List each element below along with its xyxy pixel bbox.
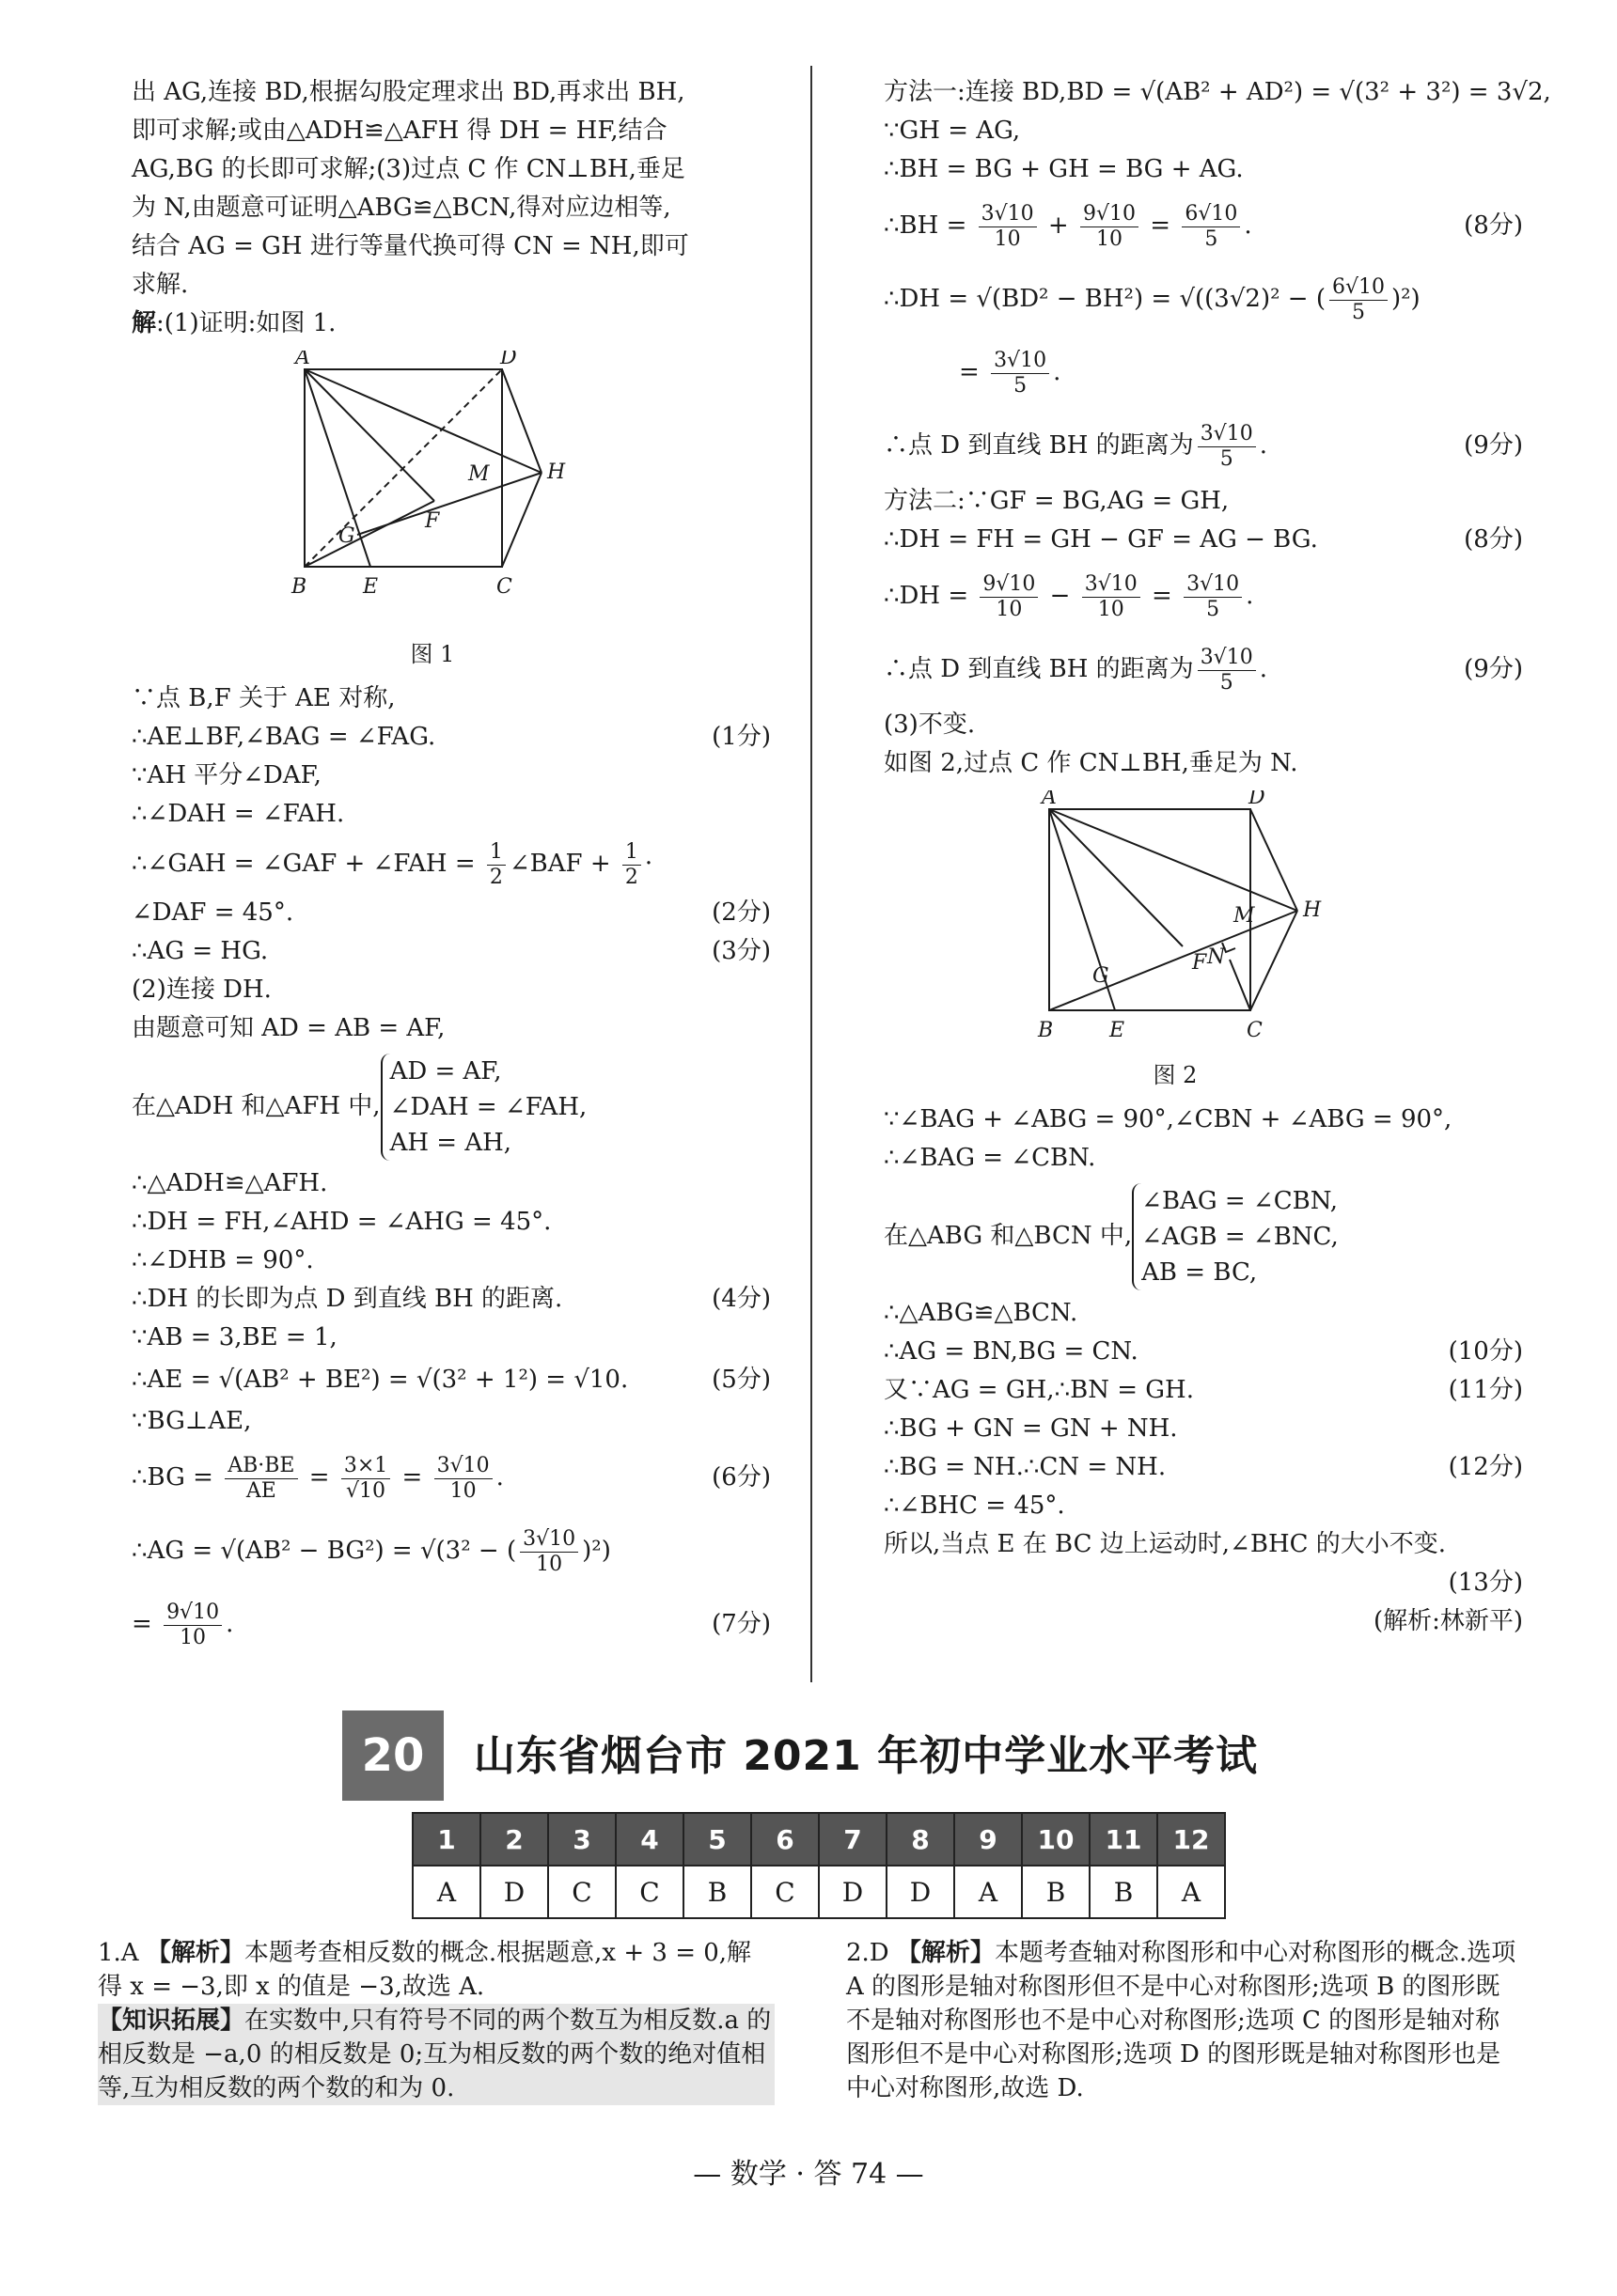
system-brace [381, 1054, 588, 1161]
fraction [979, 202, 1037, 252]
fig2-label-C: C [1247, 1019, 1263, 1042]
ag-post: )²) [582, 1537, 611, 1565]
dh3-equation [884, 559, 1523, 633]
frac-den: 2 [624, 865, 638, 889]
congruence-system [132, 1048, 771, 1164]
section-banner [342, 1710, 1282, 1801]
bg-pre: ∴BG = [132, 1463, 222, 1492]
frac-num: 9√10 [164, 1601, 222, 1626]
frac-den: 10 [536, 1552, 563, 1576]
answer-cell: D [480, 1866, 548, 1918]
fig1-label-H: H [547, 461, 566, 484]
proof-line: ∴∠BAG = ∠CBN. [884, 1144, 1096, 1172]
answer-header: 9 [954, 1813, 1022, 1866]
answer-cell: A [1157, 1866, 1225, 1918]
answer-header: 1 [413, 1813, 480, 1866]
proof-line: ∵∠BAG + ∠ABG = 90°,∠CBN + ∠ABG = 90°, [884, 1105, 1452, 1133]
proof-text: ∴AE = √(AB² + BE²) = √(3² + 1²) = √10. [132, 1366, 629, 1394]
score: (3分) [712, 937, 771, 965]
score: (11分) [1448, 1376, 1523, 1404]
answer-header: 12 [1157, 1813, 1225, 1866]
fig2-label-H: H [1303, 898, 1322, 922]
method2-line: 方法二:∵GF = BG,AG = GH, [884, 487, 1230, 515]
bh-equation [884, 189, 1523, 262]
frac-den: 10 [1095, 226, 1122, 251]
proof-text: ∴∠BHC = 45°. [884, 1492, 1065, 1520]
proof-line [132, 894, 771, 932]
answer-cell: C [751, 1866, 819, 1918]
frac-num: AB·BE [225, 1454, 297, 1479]
frac-den: 5 [1351, 300, 1365, 324]
solution-label: 解 [132, 309, 157, 337]
answer-header: 7 [819, 1813, 887, 1866]
frac-num: 3√10 [991, 349, 1049, 374]
method2-line [884, 521, 1523, 559]
proof-line [884, 1294, 1523, 1333]
score: (10分) [1448, 1337, 1523, 1366]
frac-num: 3√10 [434, 1454, 493, 1479]
dist-post: . [1259, 655, 1267, 683]
proof-text: ∵AH 平分∠DAF, [132, 761, 322, 789]
dh-equation [884, 262, 1523, 336]
dh3-pre: ∴DH = [884, 582, 977, 610]
answer-table [412, 1812, 1226, 1919]
answer-cell: D [819, 1866, 887, 1918]
left-column [132, 73, 771, 1661]
fig2-label-E: E [1109, 1019, 1125, 1042]
answer-header: 8 [887, 1813, 954, 1866]
fig2-label-B: B [1038, 1019, 1054, 1042]
system-brace [1132, 1183, 1339, 1290]
answer-header: 3 [548, 1813, 616, 1866]
analysis-tag: 【解析】 [146, 1939, 244, 1967]
intro-line: 求解. [132, 271, 189, 299]
dh3-post: . [1246, 582, 1254, 610]
bh-eq: = [1142, 211, 1179, 240]
dist-post: . [1259, 431, 1267, 460]
frac-den: AE [245, 1478, 276, 1503]
section-number: 20 [342, 1710, 444, 1801]
extension-text: 在实数中,只有符号不同的两个数互为相反数.a 的相反数是 −a,0 的相反数是 0;互为相反数的两个数的绝对值相等,互为相反数的两个数的和为 0. [98, 2007, 772, 2102]
solution-2 [846, 1936, 1523, 2105]
frac-num: 3√10 [979, 202, 1037, 227]
gah-pre: ∴∠GAH = ∠GAF + ∠FAH = [132, 850, 483, 878]
answer-cell: A [954, 1866, 1022, 1918]
fraction [487, 840, 506, 890]
fraction [991, 349, 1049, 398]
score: (12分) [1448, 1453, 1523, 1481]
score: (6分) [712, 1463, 771, 1492]
intro-line: AG,BG 的长即可求解;(3)过点 C 作 CN⊥BH,垂足 [132, 155, 685, 183]
method1-line: ∴BH = BG + GH = BG + AG. [884, 155, 1244, 183]
dh-post: )²) [1390, 285, 1421, 313]
proof-text: ∴BG = NH.∴CN = NH. [884, 1453, 1167, 1481]
proof-text: (2)连接 DH. [132, 976, 272, 1004]
fraction [1329, 275, 1388, 325]
proof-text: ∴AE⊥BF,∠BAG = ∠FAG. [132, 723, 436, 751]
answer-header-row [413, 1813, 1225, 1866]
dh-result [884, 336, 1523, 409]
answer-header: 11 [1090, 1813, 1157, 1866]
fig2-label-M: M [1233, 904, 1255, 928]
fraction [1198, 646, 1256, 695]
fig1-label-D: D [500, 351, 517, 369]
answer-header: 5 [683, 1813, 751, 1866]
frac-den: 5 [1219, 446, 1233, 471]
proof-line [132, 757, 771, 795]
ag2-pre: = [132, 1610, 161, 1638]
figure-1 [282, 351, 583, 674]
proof-line [132, 1009, 771, 1048]
system-row: AD = AF, [389, 1057, 502, 1086]
fraction [341, 1454, 390, 1504]
method1-line: 方法一:连接 BD,BD = √(AB² + AD²) = √(3² + 3²) = 3√2, [884, 78, 1551, 106]
answer-cell: B [1022, 1866, 1090, 1918]
proof-line [884, 1525, 1523, 1564]
system-row: ∠DAH = ∠FAH, [389, 1093, 588, 1121]
proof-text: ∴∠DHB = 90°. [132, 1246, 314, 1274]
figure-2 [1025, 790, 1326, 1095]
ag-pre: ∴AG = √(AB² − BG²) = √(3² − ( [132, 1537, 517, 1565]
intro-line: 结合 AG = GH 进行等量代换可得 CN = NH,即可 [132, 232, 689, 260]
proof-line [132, 1402, 771, 1441]
proof-line [132, 718, 771, 757]
column-divider [810, 66, 812, 1682]
frac-den: 10 [180, 1625, 207, 1649]
figure-2-diagram [1025, 790, 1326, 1044]
system-pre: 在△ADH 和△AFH 中, [132, 1092, 381, 1120]
fraction [225, 1454, 297, 1504]
intro-line: 出 AG,连接 BD,根据勾股定理求出 BD,再求出 BH, [132, 78, 685, 106]
answer-header: 4 [616, 1813, 683, 1866]
proof-line [132, 1164, 771, 1203]
proof-text: ∵AB = 3,BE = 1, [132, 1323, 338, 1351]
answer-cell: D [887, 1866, 954, 1918]
proof-text: ∴DH = FH = GH − GF = AG − BG. [884, 525, 1318, 554]
solution-1-head: 1.A [98, 1939, 139, 1967]
ag-result [132, 1587, 771, 1661]
proof-text: ∴DH 的长即为点 D 到直线 BH 的距离. [132, 1285, 563, 1313]
frac-num: 9√10 [1080, 202, 1138, 227]
solution-2-text: 本题考查轴对称图形和中心对称图形的概念.选项 A 的图形是轴对称图形但不是中心对称图形;选项 B 的图形既不是轴对称图形也不是中心对称图形;选项 C 的图形是轴对称图形但不是中心对称图形;选项 D 的图形既是轴对称图形也是中心对称图形,故选 D. [846, 1939, 1516, 2102]
answer-cell: B [1090, 1866, 1157, 1918]
score: (8分) [1464, 211, 1523, 240]
frac-den: 5 [1204, 226, 1218, 251]
dh3-eq: = [1143, 582, 1181, 610]
gah-mid: ∠BAF + [509, 850, 619, 878]
frac-num: 3√10 [1198, 646, 1256, 671]
frac-num: 6√10 [1329, 275, 1388, 301]
proof-line [884, 1410, 1523, 1448]
score: (8分) [1464, 525, 1523, 554]
bg-equation [132, 1441, 771, 1514]
system-row: ∠AGB = ∠BNC, [1141, 1223, 1339, 1251]
proof-line [884, 1448, 1523, 1487]
proof-line [884, 1564, 1523, 1602]
proof-line [884, 1333, 1523, 1371]
proof-line [132, 971, 771, 1009]
proof-text: ∵BG⊥AE, [132, 1407, 252, 1435]
frac-den: 10 [449, 1478, 477, 1503]
score: (2分) [712, 898, 771, 927]
frac-num: 3√10 [1198, 422, 1256, 447]
frac-num: 3√10 [1184, 572, 1242, 598]
answer-value-row [413, 1866, 1225, 1918]
dh-pre: ∴DH = √(BD² − BH²) = √((3√2)² − ( [884, 285, 1326, 313]
frac-num: 3√10 [1082, 572, 1140, 598]
fraction [164, 1601, 222, 1650]
proof-text: ∴AG = BN,BG = CN. [884, 1337, 1138, 1366]
dh3-op: − [1042, 582, 1078, 610]
system-row: AB = BC, [1141, 1258, 1258, 1287]
proof-line [884, 1602, 1523, 1641]
proof-line [132, 1357, 771, 1402]
fraction [980, 572, 1038, 622]
part3-line: 如图 2,过点 C 作 CN⊥BH,垂足为 N. [884, 749, 1298, 777]
frac-den: 5 [1013, 373, 1028, 398]
proof-line [884, 1487, 1523, 1525]
answer-header: 2 [480, 1813, 548, 1866]
frac-num: 1 [487, 840, 506, 866]
system-row: ∠BAG = ∠CBN, [1141, 1187, 1339, 1215]
score: (7分) [712, 1610, 771, 1638]
fraction [1082, 572, 1140, 622]
dist-pre: ∴点 D 到直线 BH 的距离为 [884, 431, 1194, 460]
proof-line [884, 1371, 1523, 1410]
fraction [1198, 422, 1256, 472]
fig1-label-B: B [291, 575, 307, 599]
proof-line [132, 1319, 771, 1357]
extension-tag: 【知识拓展】 [98, 2007, 245, 2035]
fraction [1080, 202, 1138, 252]
frac-den: 10 [996, 597, 1023, 621]
proof-text: ∴∠DAH = ∠FAH. [132, 800, 345, 828]
method1-line: ∵GH = AG, [884, 117, 1021, 145]
dh2-post: . [1053, 358, 1061, 386]
frac-num: 9√10 [980, 572, 1038, 598]
proof-text: ∴DH = FH,∠AHD = ∠AHG = 45°. [132, 1208, 552, 1236]
solution-start-text: :(1)证明:如图 1. [156, 309, 337, 337]
proof-text: 所以,当点 E 在 BC 边上运动时,∠BHC 的大小不变. [884, 1530, 1447, 1558]
proof-text: ∴△ADH≌△AFH. [132, 1169, 328, 1197]
answer-cell: C [616, 1866, 683, 1918]
intro-line: 为 N,由题意可证明△ABG≌△BCN,得对应边相等, [132, 194, 671, 222]
fraction [434, 1454, 493, 1504]
fig1-label-E: E [363, 575, 379, 599]
score: (5分) [712, 1366, 771, 1394]
fraction [520, 1527, 578, 1577]
intro-line: 即可求解;或由△ADH≌△AFH 得 DH = HF,结合 [132, 117, 667, 145]
proof-text: ∵点 B,F 关于 AE 对称, [132, 684, 396, 712]
figure-2-caption: 图 2 [1153, 1062, 1198, 1088]
fig2-label-N: N [1207, 945, 1226, 969]
frac-num: 3×1 [341, 1454, 390, 1479]
fig2-label-G: G [1092, 964, 1109, 988]
score: (4分) [712, 1285, 771, 1313]
frac-den: 10 [1097, 597, 1124, 621]
system-row: AH = AH, [389, 1129, 512, 1157]
knowledge-extension [98, 2004, 775, 2105]
bg-eq: = [301, 1463, 338, 1492]
proof-text: ∠DAF = 45°. [132, 898, 294, 927]
proof-line [132, 1242, 771, 1280]
figure-1-caption: 图 1 [410, 641, 455, 667]
score: (13分) [1448, 1569, 1523, 1597]
bg-post: . [495, 1463, 504, 1492]
fig1-label-G: G [338, 524, 355, 548]
fraction [1184, 572, 1242, 622]
solution-start [132, 305, 771, 343]
distance-1 [884, 409, 1523, 482]
answer-header: 10 [1022, 1813, 1090, 1866]
frac-num: 1 [622, 840, 641, 866]
proof-line [132, 1203, 771, 1242]
frac-den: 2 [489, 865, 503, 889]
solution-2-head: 2.D [846, 1939, 889, 1967]
fraction [622, 840, 641, 890]
frac-den: 10 [994, 226, 1021, 251]
fig1-label-M: M [468, 462, 490, 486]
bg-eq: = [394, 1463, 431, 1492]
bh-pre: ∴BH = [884, 211, 975, 240]
proof-text: 又∵AG = GH,∴BN = GH. [884, 1376, 1194, 1404]
answer-cell: C [548, 1866, 616, 1918]
answer-header: 6 [751, 1813, 819, 1866]
fig2-label-F: F [1192, 951, 1207, 975]
distance-2 [884, 633, 1523, 706]
fig2-label-A: A [1042, 790, 1057, 809]
part3-line: (3)不变. [884, 711, 976, 739]
fig1-label-A: A [295, 351, 310, 369]
ag-equation [132, 1514, 771, 1587]
fig1-label-C: C [496, 575, 512, 599]
fraction [1182, 202, 1240, 252]
solution-1-text: 本题考查相反数的概念.根据题意,x + 3 = 0,解得 x = −3,即 x 的值是 −3,故选 A. [98, 1939, 752, 2001]
fig1-label-F: F [425, 509, 440, 533]
analysis-tag: 【解析】 [896, 1939, 995, 1967]
answer-cell: A [413, 1866, 480, 1918]
frac-den: 5 [1206, 597, 1220, 621]
bh-post: . [1244, 211, 1252, 240]
solution-1 [98, 1936, 775, 2105]
proof-line [132, 679, 771, 718]
fig2-label-D: D [1248, 790, 1265, 809]
score: (9分) [1464, 655, 1523, 683]
congruence-system-2 [884, 1178, 1523, 1294]
dh2-pre: = [959, 358, 988, 386]
section-title: 山东省烟台市 2021 年初中学业水平考试 [474, 1732, 1259, 1780]
proof-line [132, 932, 771, 971]
score: (1分) [712, 723, 771, 751]
answer-cell: B [683, 1866, 751, 1918]
dist-pre: ∴点 D 到直线 BH 的距离为 [884, 655, 1194, 683]
ag2-post: . [226, 1610, 234, 1638]
page-footer: — 数学 · 答 74 — [693, 2158, 924, 2191]
proof-text: 由题意可知 AD = AB = AF, [132, 1014, 446, 1042]
proof-text: ∴BG + GN = GN + NH. [884, 1414, 1178, 1443]
figure-1-diagram [282, 351, 583, 623]
system-pre: 在△ABG 和△BCN 中, [884, 1222, 1133, 1250]
score: (9分) [1464, 431, 1523, 460]
bh-op: + [1040, 211, 1076, 240]
frac-den: 5 [1219, 670, 1233, 695]
proof-text: ∴△ABG≌△BCN. [884, 1299, 1078, 1327]
gah-equation [132, 834, 771, 894]
gah-post: · [644, 850, 653, 878]
right-column [884, 73, 1551, 1641]
proof-line [132, 795, 771, 834]
proof-line [132, 1280, 771, 1319]
frac-den: √10 [346, 1478, 386, 1503]
frac-num: 6√10 [1182, 202, 1240, 227]
score: (解析:林新平) [1373, 1607, 1523, 1635]
frac-num: 3√10 [520, 1527, 578, 1553]
proof-text: ∴AG = HG. [132, 937, 269, 965]
